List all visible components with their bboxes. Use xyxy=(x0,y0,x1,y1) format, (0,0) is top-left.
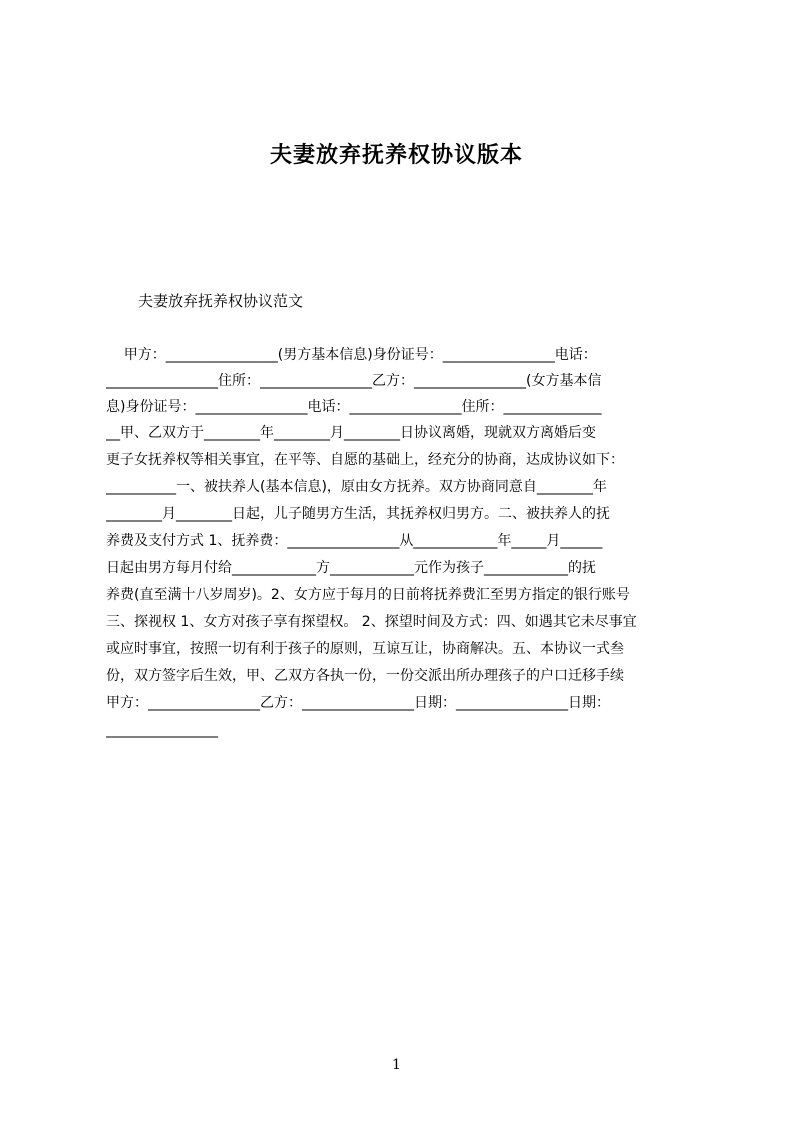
body-line: ________________住所：________________乙方：________________(女方基本信 xyxy=(106,373,602,389)
body-line: ________月________日起，儿子随男方生活，其抚养权归男方。二、被扶养人的抚 xyxy=(106,506,610,522)
document-subtitle: 夫妻放弃抚养权协议范文 xyxy=(138,292,304,310)
body-line: 养费(直至满十八岁周岁)。2、女方应于每月的日前将抚养费汇至男方指定的银行账号 xyxy=(106,587,630,603)
body-line: 养费及支付方式 1、抚养费：________________从____________年_____月______ xyxy=(106,533,603,549)
body-line: 三、探视权 1、女方对孩子享有探望权。 2、探望时间及方式：四、如遇其它未尽事宜 xyxy=(106,614,637,630)
body-line: 息)身份证号：________________电话：________________住所：______________ xyxy=(106,399,602,415)
body-line: 或应时事宜，按照一切有利于孩子的原则，互谅互让，协商解决。五、本协议一式叁 xyxy=(106,641,624,657)
body-line: ________________ xyxy=(106,722,218,738)
body-line: 甲方：________________(男方基本信息)身份证号：________________电话： xyxy=(106,347,597,363)
body-line: 份，双方签字后生效，甲、乙双方各执一份，一份交派出所办理孩子的户口迁移手续 xyxy=(106,668,624,684)
body-line: 更子女抚养权等相关事宜，在平等、自愿的基础上，经充分的协商，达成协议如下： xyxy=(106,452,624,468)
body-line: __________一、被扶养人(基本信息)，原由女方抚养。双方协商同意自________年 xyxy=(106,479,607,495)
page-number: 1 xyxy=(392,1057,401,1073)
document-title: 夫妻放弃抚养权协议版本 xyxy=(269,143,523,168)
body-line: __甲、乙双方于________年________月________日协议离婚，现就双方离婚后变 xyxy=(106,425,596,441)
body-line: 日起由男方每月付给____________方____________元作为孩子____________的抚 xyxy=(106,560,596,576)
body-line: 甲方：________________乙方：________________日期：________________日期： xyxy=(106,695,610,711)
